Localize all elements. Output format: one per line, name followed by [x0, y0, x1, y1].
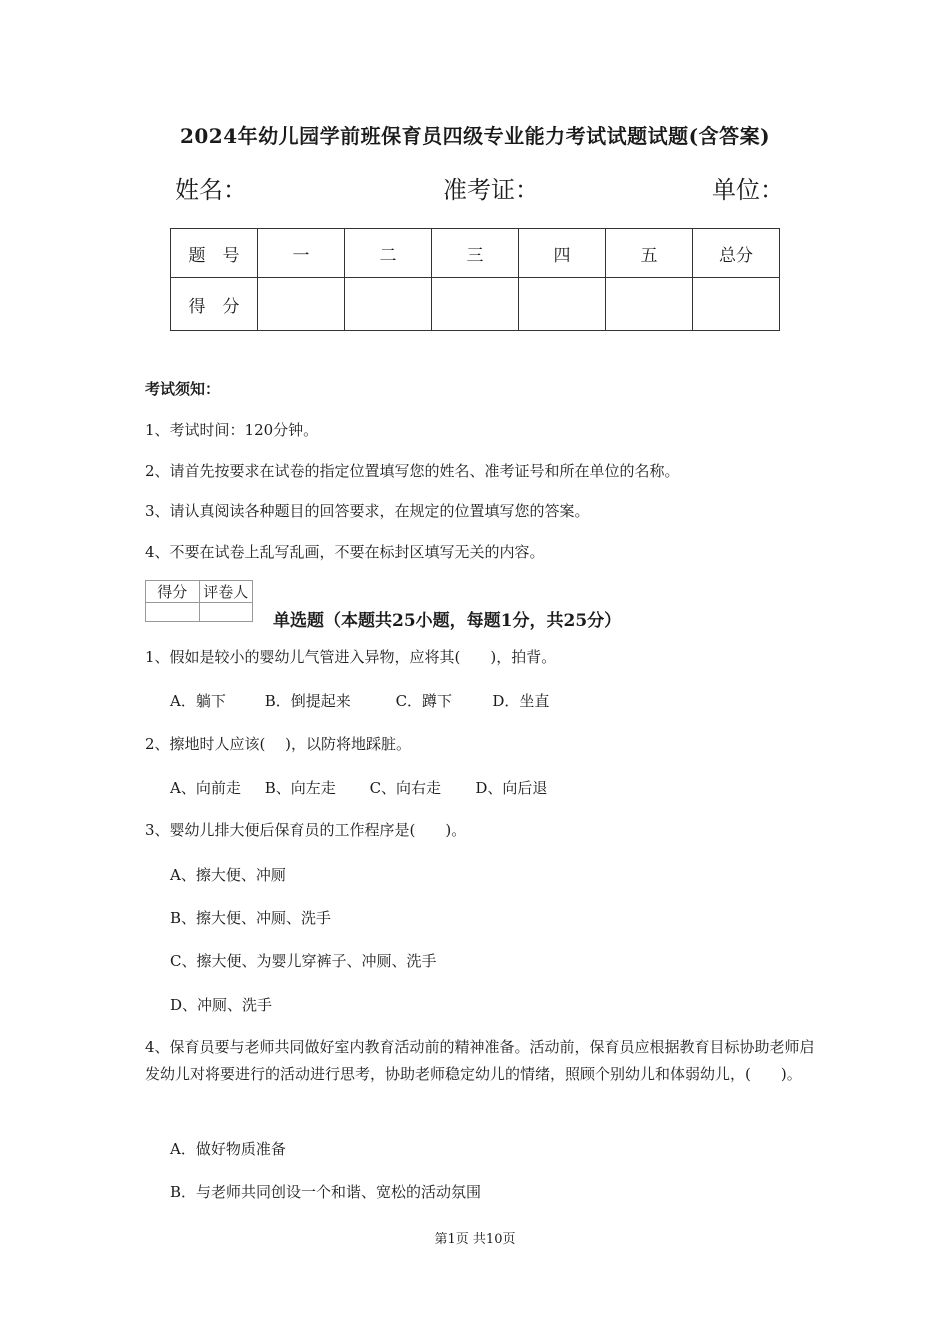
score-table	[170, 228, 780, 331]
score-cell[interactable]	[432, 278, 519, 331]
score-cell[interactable]	[519, 278, 606, 331]
grader-name-label: 评卷人	[199, 581, 253, 603]
option[interactable]: D、向后退	[475, 779, 548, 797]
notice-title: 考试须知：	[145, 380, 221, 398]
option[interactable]: D、冲厕、洗手	[170, 996, 273, 1014]
score-cell[interactable]	[258, 278, 345, 331]
score-header-cell: 二	[345, 229, 432, 278]
score-cell[interactable]	[345, 278, 432, 331]
notice-item: 1、考试时间：120分钟。	[145, 421, 319, 439]
grader-box	[145, 580, 253, 622]
question-2: 2、擦地时人应该( )，以防将地踩脏。	[145, 735, 412, 753]
name-label: 姓名：	[175, 176, 247, 204]
score-header-cell: 三	[432, 229, 519, 278]
option[interactable]: B、向左走	[264, 779, 336, 797]
score-table-header-row	[171, 229, 780, 278]
question-2-options	[170, 777, 547, 798]
question-1: 1、假如是较小的婴幼儿气管进入异物，应将其( )，拍背。	[145, 648, 557, 666]
score-table-value-row	[171, 278, 780, 331]
option[interactable]: C．蹲下	[395, 692, 453, 710]
score-header-cell: 五	[606, 229, 693, 278]
section-heading: 单选题（本题共25小题，每题1分，共25分）	[273, 611, 622, 631]
grader-score-cell[interactable]	[146, 603, 200, 622]
score-row-label: 得 分	[171, 278, 258, 331]
score-cell[interactable]	[606, 278, 693, 331]
score-cell[interactable]	[693, 278, 780, 331]
option[interactable]: B．与老师共同创设一个和谐、宽松的活动氛围	[170, 1183, 482, 1201]
score-header-cell: 四	[519, 229, 606, 278]
question-3: 3、婴幼儿排大便后保育员的工作程序是( )。	[145, 821, 467, 839]
option[interactable]: D．坐直	[492, 692, 550, 710]
option[interactable]: B．倒提起来	[264, 692, 351, 710]
score-header-cell: 题 号	[171, 229, 258, 278]
option[interactable]: B、擦大便、冲厕、洗手	[170, 909, 332, 927]
option[interactable]: C、擦大便、为婴儿穿裤子、冲厕、洗手	[170, 952, 437, 970]
exam-id-label: 准考证：	[443, 176, 539, 204]
grader-score-label: 得分	[146, 581, 200, 603]
notice-item: 3、请认真阅读各种题目的回答要求，在规定的位置填写您的答案。	[145, 502, 590, 520]
question-4: 4、保育员要与老师共同做好室内教育活动前的精神准备。活动前，保育员应根据教育目标协助老师启发幼儿对将要进行的活动进行思考，协助老师稳定幼儿的情绪，照顾个别幼儿和体弱幼儿，( )。	[145, 1038, 815, 1083]
grader-name-cell[interactable]	[199, 603, 253, 622]
notice-item: 2、请首先按要求在试卷的指定位置填写您的姓名、准考证号和所在单位的名称。	[145, 462, 680, 480]
page-footer: 第1页 共10页	[434, 1232, 516, 1247]
option[interactable]: A．做好物质准备	[170, 1140, 286, 1158]
question-1-options	[170, 690, 549, 711]
score-header-cell: 一	[258, 229, 345, 278]
option[interactable]: C、向右走	[369, 779, 442, 797]
score-header-cell: 总分	[693, 229, 780, 278]
page-title: 2024年幼儿园学前班保育员四级专业能力考试试题试题(含答案)	[179, 124, 771, 148]
option[interactable]: A、擦大便、冲厕	[170, 866, 286, 884]
unit-label: 单位：	[712, 176, 784, 204]
notice-item: 4、不要在试卷上乱写乱画，不要在标封区填写无关的内容。	[145, 543, 545, 561]
option[interactable]: A．躺下	[170, 692, 226, 710]
option[interactable]: A、向前走	[170, 779, 241, 797]
